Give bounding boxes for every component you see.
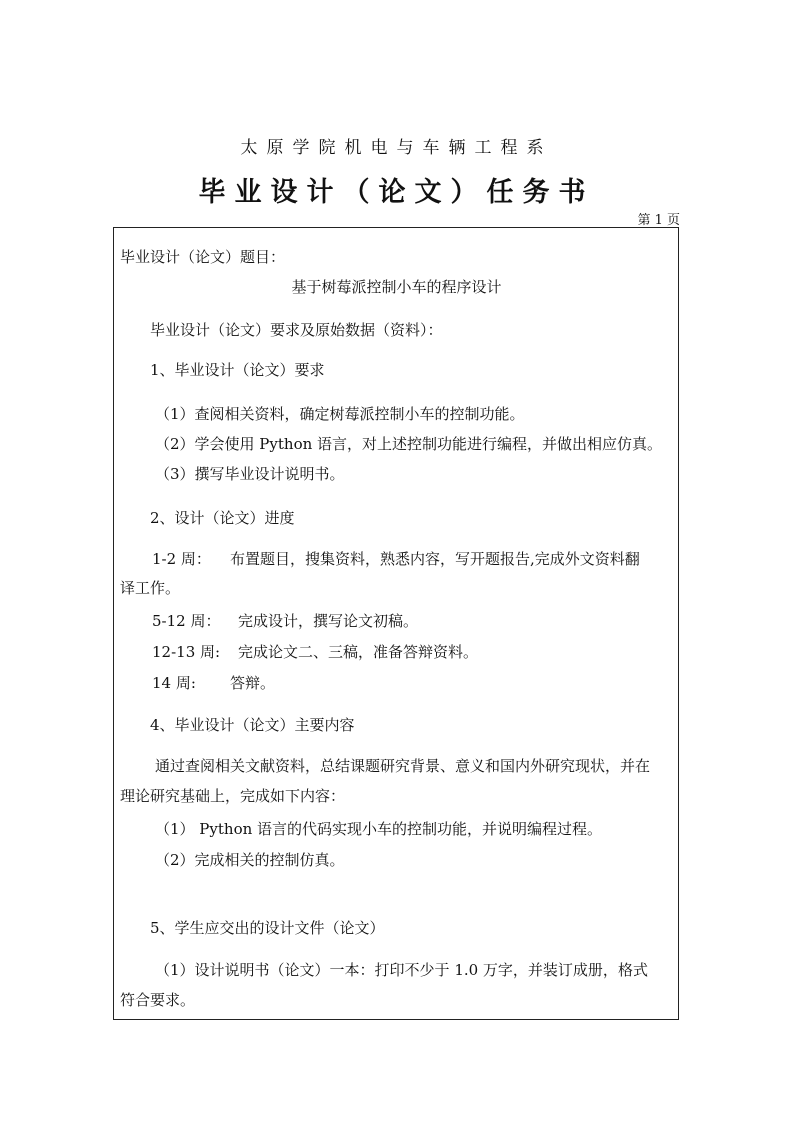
school-header: 太原学院机电与车辆工程系 <box>240 138 553 158</box>
document-title: 毕业设计（论文）任务书 <box>198 177 595 208</box>
schedule-task-continued: 译工作。 <box>120 579 181 597</box>
deliverable-item-continued: 符合要求。 <box>120 991 196 1009</box>
schedule-task: 布置题目，搜集资料，熟悉内容，写开题报告,完成外文资料翻 <box>230 550 640 568</box>
topic-label: 毕业设计（论文）题目： <box>120 248 286 266</box>
schedule-task: 完成设计，撰写论文初稿。 <box>238 612 419 630</box>
deliverable-item: （1）设计说明书（论文）一本：打印不少于 1.0 万字，并装订成册，格式 <box>155 961 648 979</box>
section2-heading: 2、设计（论文）进度 <box>150 509 295 527</box>
requirement-item: （2）学会使用 Python 语言，对上述控制功能进行编程，并做出相应仿真。 <box>155 435 663 453</box>
page-number: 第 1 页 <box>637 213 680 228</box>
schedule-task: 答辩。 <box>230 674 276 692</box>
section1-heading: 1、毕业设计（论文）要求 <box>150 361 325 379</box>
schedule-row <box>0 549 793 569</box>
requirement-item: （3）撰写毕业设计说明书。 <box>155 465 345 483</box>
schedule-task: 完成论文二、三稿，准备答辩资料。 <box>238 643 479 661</box>
requirement-item: （1）查阅相关资料，确定树莓派控制小车的控制功能。 <box>155 405 525 423</box>
schedule-week: 14 周: <box>152 674 196 692</box>
content-item: （2）完成相关的控制仿真。 <box>155 851 345 869</box>
schedule-row <box>0 642 793 662</box>
schedule-row <box>0 611 793 631</box>
content-item: （1） Python 语言的代码实现小车的控制功能，并说明编程过程。 <box>155 820 603 838</box>
requirements-label: 毕业设计（论文）要求及原始数据（资料）： <box>150 321 443 339</box>
schedule-row <box>0 673 793 693</box>
schedule-week: 5-12 周： <box>152 612 221 630</box>
content-paragraph-continued: 理论研究基础上，完成如下内容： <box>120 787 346 805</box>
topic-text: 基于树莓派控制小车的程序设计 <box>291 278 502 296</box>
schedule-week: 1-2 周： <box>152 550 211 568</box>
schedule-week: 12-13 周: <box>152 643 221 661</box>
section5-heading: 5、学生应交出的设计文件（论文） <box>150 919 385 937</box>
content-paragraph: 通过查阅相关文献资料，总结课题研究背景、意义和国内外研究现状，并在 <box>155 757 651 775</box>
section4-heading: 4、毕业设计（论文）主要内容 <box>150 716 355 734</box>
